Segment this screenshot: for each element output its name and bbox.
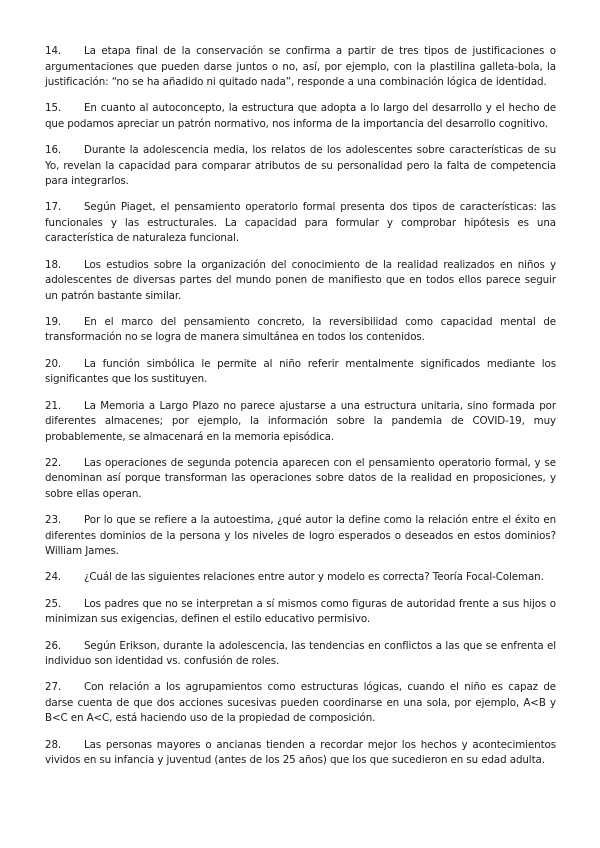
statement-19 [45, 315, 556, 346]
statement-text: Durante la adolescencia media, los relatos de los adolescentes sobre características de su Yo, revelan la capacidad para comparar atributos de su personalidad pero la falta de competencia para integrarlos. [45, 144, 556, 188]
statement-text: Según Erikson, durante la adolescencia, las tendencias en conflictos a las que se enfrenta el individuo son identidad vs. confusión de roles. [45, 639, 556, 668]
statement-23 [45, 513, 556, 560]
statement-24 [45, 570, 556, 586]
statement-number: 22. [45, 456, 62, 469]
statement-number: 27. [45, 681, 62, 694]
statement-21 [45, 399, 556, 446]
statement-text: La etapa final de la conservación se confirma a partir de tres tipos de justificaciones o argumentaciones que pueden darse juntos o no, así, por ejemplo, con la plastilina galleta-bola, la justificación: “no se ha añadido ni quitado nada”, responde a una combinación lógica de identidad. [45, 45, 556, 88]
statement-text: Según Piaget, el pensamiento operatorio formal presenta dos tipos de características: las funcionales y las estructurales. La capacidad para formular y comprobar hipótesis es una característica de naturaleza funcional. [45, 201, 556, 245]
statement-25 [45, 597, 556, 628]
statement-text: En cuanto al autoconcepto, la estructura que adopta a lo largo del desarrollo y el hecho de que podamos apreciar un patrón normativo, nos informa de la importancia del desarrollo cognitivo. [45, 102, 556, 130]
statement-number: 23. [45, 514, 62, 527]
statement-27 [45, 680, 556, 727]
statement-number: 16. [45, 144, 62, 157]
statement-18 [45, 258, 556, 305]
statement-text: La función simbólica le permite al niño referir mentalmente significados mediante los significantes que los sustituyen. [45, 357, 556, 386]
statement-16 [45, 143, 556, 190]
statement-number: 28. [45, 738, 62, 751]
statement-17 [45, 200, 556, 247]
statement-text: La Memoria a Largo Plazo no parece ajustarse a una estructura unitaria, sino formada por diferentes almacenes; por ejemplo, la información sobre la pandemia de COVID-19, muy probablemente, se almacenará en la memoria episódica. [45, 399, 556, 443]
statement-number: 25. [45, 597, 62, 610]
statement-number: 20. [45, 357, 62, 370]
statement-text: Las operaciones de segunda potencia aparecen con el pensamiento operatorio formal, y se denominan así porque transforman las operaciones sobre datos de la realidad en proposiciones, y sobre ellas operan. [45, 456, 556, 500]
statement-number: 17. [45, 201, 62, 214]
statement-text: Los estudios sobre la organización del conocimiento de la realidad realizados en niños y adolescentes de diversas partes del mundo ponen de manifiesto que en todos ellos parece seguir un patrón bastante similar. [45, 258, 556, 302]
statement-28 [45, 738, 556, 769]
statement-text: Los padres que no se interpretan a sí mismos como figuras de autoridad frente a sus hijos o minimizan sus exigencias, definen el estilo educativo permisivo. [45, 597, 556, 626]
statement-15 [45, 101, 556, 132]
statement-text: Por lo que se refiere a la autoestima, ¿qué autor la define como la relación entre el éxito en diferentes dominios de la persona y los niveles de logro esperados o deseados en estos dominios? William James. [45, 514, 556, 558]
statement-text: Las personas mayores o ancianas tienden a recordar mejor los hechos y acontecimientos vividos en su infancia y juventud (antes de los 25 años) que los que sucedieron en su edad adulta. [45, 738, 556, 767]
statement-text: ¿Cuál de las siguientes relaciones entre autor y modelo es correcta? Teoría Focal-Coleman. [84, 571, 544, 584]
statement-number: 19. [45, 315, 62, 328]
statement-26 [45, 639, 556, 670]
statement-number: 24. [45, 571, 62, 584]
statement-number: 15. [45, 102, 62, 115]
statement-text: En el marco del pensamiento concreto, la reversibilidad como capacidad mental de transformación no se logra de manera simultánea en todos los contenidos. [45, 315, 556, 344]
statement-number: 18. [45, 258, 62, 271]
statement-number: 21. [45, 399, 62, 412]
statement-number: 14. [45, 45, 62, 57]
statement-number: 26. [45, 639, 62, 652]
statement-22 [45, 456, 556, 503]
statement-text: Con relación a los agrupamientos como estructuras lógicas, cuando el niño es capaz de darse cuenta de que dos acciones sucesivas pueden coordinarse en una sola, por ejemplo, A<B y B<C en A<C, está haciendo uso de la propiedad de composición. [45, 681, 556, 725]
statement-14 [45, 44, 556, 91]
statement-20 [45, 357, 556, 388]
